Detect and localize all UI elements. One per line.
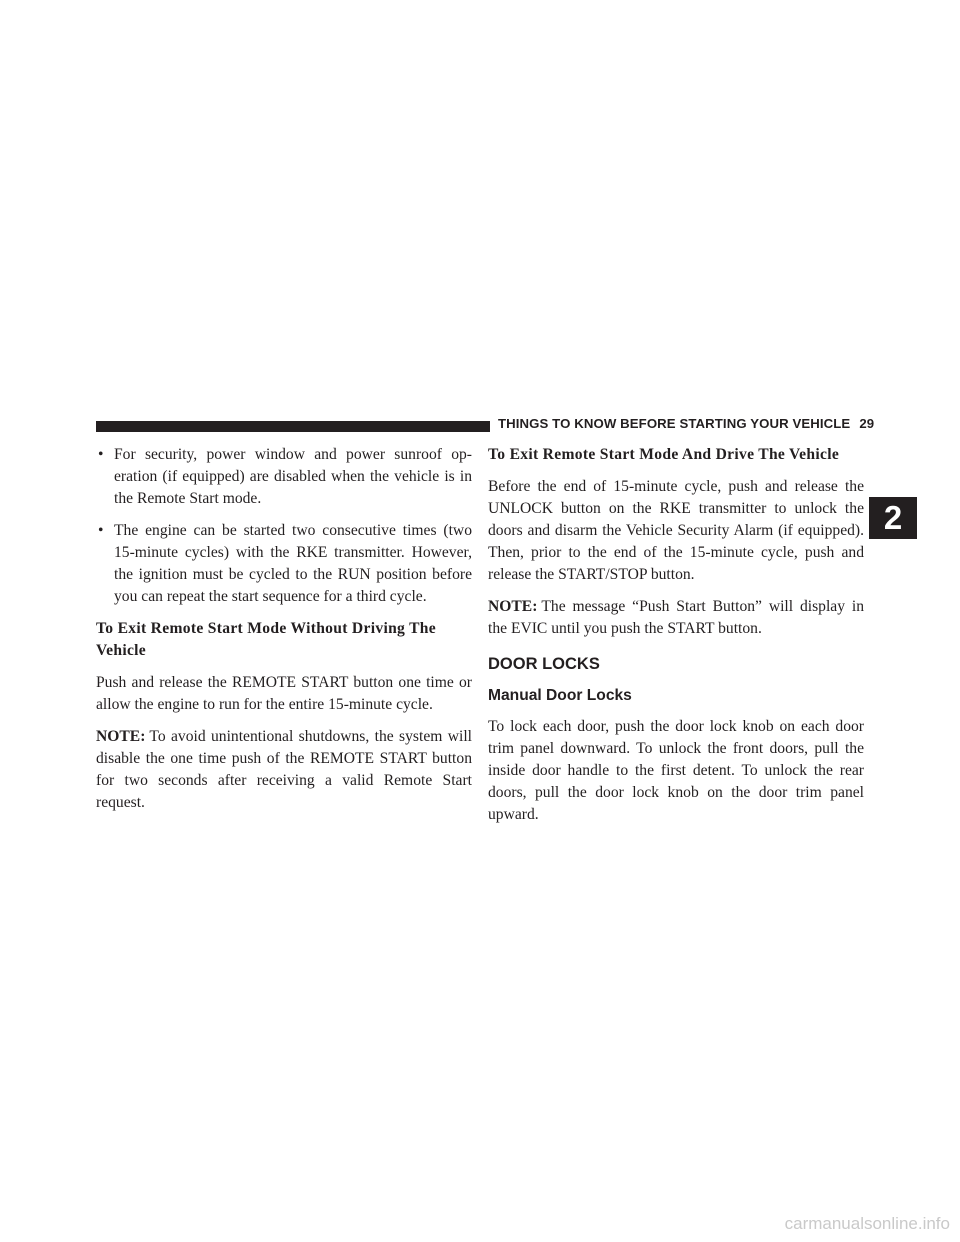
note-text: To avoid unintentional shutdowns, the system will disable the one time push of the REMOTE START button for two seconds after receiving a valid Remote Start request. — [96, 728, 472, 811]
watermark: carmanualsonline.info — [784, 1214, 950, 1233]
left-column — [96, 444, 472, 824]
header-rule-bar — [96, 421, 490, 432]
bullet-item — [96, 520, 472, 608]
note-label: NOTE: — [96, 728, 146, 745]
note-label: NOTE: — [488, 598, 538, 615]
bullet-dot-icon: • — [98, 446, 104, 463]
bullet-text: The engine can be started two consecutive times (two 15-minute cycles) with the RKE transmitter. However, the ignition must be cycled to the RUN position before you can repeat the start sequence for a third cycle. — [114, 522, 472, 605]
right-column — [488, 444, 864, 836]
bullet-text: For security, power window and power sunroof op-eration (if equipped) are disabled when the vehicle is in the Remote Start mode. — [114, 446, 472, 507]
exit-and-drive-paragraph: Before the end of 15-minute cycle, push and release the UNLOCK button on the RKE transmitter to unlock the doors and disarm the Vehicle Security Alarm (if equipped). Then, prior to the end of the 15-minute cycle, push and release the START/STOP button. — [488, 478, 864, 583]
chapter-tab: 2 — [869, 497, 917, 539]
note-text: The message “Push Start Button” will display in the EVIC until you push the START button. — [488, 598, 864, 637]
manual-door-locks-paragraph: To lock each door, push the door lock knob on each door trim panel downward. To unlock the front doors, pull the inside door handle to the first detent. To unlock the rear doors, pull the door lock knob on the door trim panel upward. — [488, 718, 864, 823]
running-header — [498, 416, 874, 431]
bullet-dot-icon: • — [98, 522, 104, 539]
running-header-title: THINGS TO KNOW BEFORE STARTING YOUR VEHICLE — [498, 416, 851, 431]
bullet-item — [96, 444, 472, 510]
door-locks-section-heading: DOOR LOCKS — [488, 655, 600, 673]
exit-without-driving-heading: To Exit Remote Start Mode Without Driving The Vehicle — [96, 620, 436, 659]
manual-door-locks-heading: Manual Door Locks — [488, 687, 632, 704]
page-number: 29 — [859, 416, 875, 431]
exit-without-driving-paragraph: Push and release the REMOTE START button one time or allow the engine to run for the entire 15-minute cycle. — [96, 674, 472, 713]
note-paragraph — [488, 596, 864, 640]
note-paragraph — [96, 726, 472, 814]
exit-and-drive-heading: To Exit Remote Start Mode And Drive The Vehicle — [488, 446, 840, 463]
